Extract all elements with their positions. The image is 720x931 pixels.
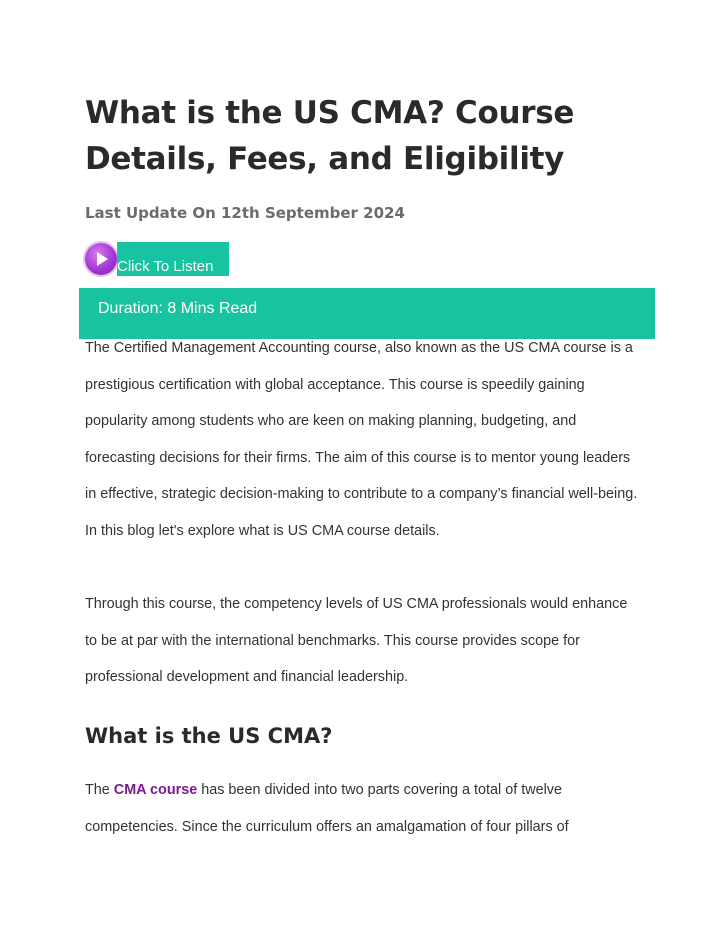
competency-paragraph: Through this course, the competency levels of US CMA professionals would enhance to be at par with the international benchmarks. This course provides scope for professional development and financial leadership. — [85, 596, 628, 685]
page-title: What is the US CMA? Course Details, Fees, and Eligibility — [85, 95, 575, 177]
cma-parts-paragraph — [85, 772, 640, 845]
paragraph-rest: has been divided into two parts covering a total of twelve competencies. Since the curriculum offers an amalgamation of four pillars of — [85, 782, 569, 835]
last-update-date: Last Update On 12th September 2024 — [85, 204, 405, 222]
cma-course-link[interactable]: CMA course — [113, 782, 198, 798]
duration-text: Duration: 8 Mins Read — [98, 300, 258, 317]
paragraph-prefix: The — [85, 782, 114, 798]
click-to-listen-button[interactable]: Click To Listen — [117, 242, 229, 276]
section-heading: What is the US CMA? — [85, 724, 333, 748]
play-button[interactable] — [85, 243, 117, 275]
play-icon — [85, 243, 117, 275]
intro-paragraph: The Certified Management Accounting course, also known as the US CMA course is a prestigious certification with global acceptance. This course is speedily gaining popularity among students who are keen on making planning, budgeting, and forecasting decisions for their firms. The aim of this course is to mentor young leaders in effective, strategic decision-making to contribute to a company’s financial well-being. In this blog let's explore what is US CMA course details. — [85, 340, 638, 539]
